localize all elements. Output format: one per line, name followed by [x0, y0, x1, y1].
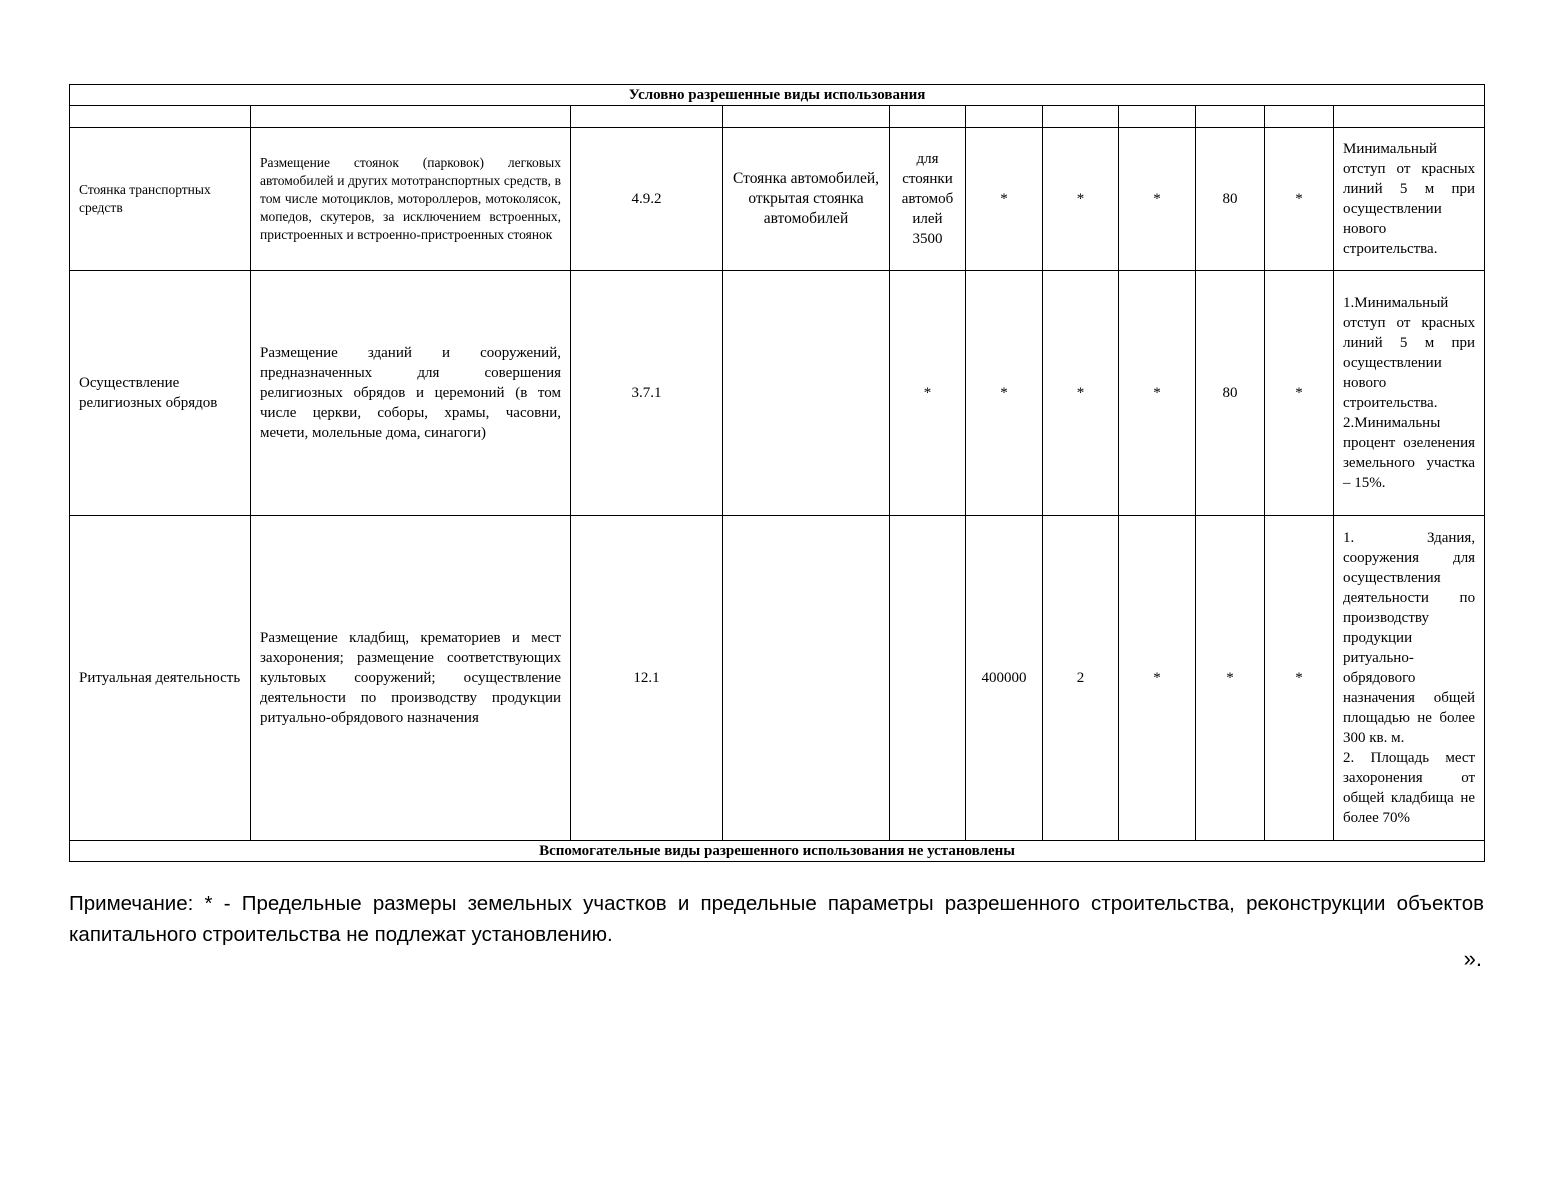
row-object-type: Стоянка автомобилей, открытая стоянка автомобилей	[723, 128, 890, 271]
row-setback: *	[1265, 516, 1334, 841]
footer-title: Вспомогательные виды разрешенного использования не установлены	[70, 841, 1485, 862]
section-title: Условно разрешенные виды использования	[70, 85, 1485, 106]
row-floors: 2	[1043, 516, 1119, 841]
row-coverage: *	[1196, 516, 1265, 841]
row-note	[1334, 516, 1485, 841]
footnote-text: Примечание: * - Предельные размеры земельных участков и предельные параметры разрешенного строительства, реконструкции объектов капитального строительства не подлежат установлению.	[69, 892, 1484, 946]
row-coverage: 80	[1196, 271, 1265, 516]
row-description: Размещение зданий и сооружений, предназначенных для совершения религиозных обрядов и церемоний (в том числе церкви, соборы, храмы, часовни, мечети, молельные дома, синагоги)	[251, 271, 571, 516]
row-code: 3.7.1	[571, 271, 723, 516]
row-height: *	[1119, 271, 1196, 516]
empty-header-row	[70, 106, 1485, 128]
row-note	[1334, 271, 1485, 516]
row-height: *	[1119, 128, 1196, 271]
closing-quote-mark: ».	[1463, 946, 1482, 971]
table-row	[70, 271, 1485, 516]
row-code: 12.1	[571, 516, 723, 841]
row-max-area: 400000	[966, 516, 1043, 841]
row-min-area	[890, 516, 966, 841]
row-code: 4.9.2	[571, 128, 723, 271]
row-setback: *	[1265, 271, 1334, 516]
table-row	[70, 128, 1485, 271]
row-name: Ритуальная деятельность	[70, 516, 251, 841]
row-note-text: 1.Минимальный отступ от красных линий 5 м при осуществлении нового строительства. 2.Минимальны процент озеленения земельного участка – 15%.	[1343, 295, 1476, 491]
row-note-text: 1. Здания, сооружения для осуществления деятельности по производству продукции ритуально-обрядового назначения общей площадью не более 300 кв. м. 2. Площадь мест захоронения от общей кладбища не более 70%	[1343, 530, 1476, 826]
row-name: Стоянка транспортных средств	[70, 128, 251, 271]
row-max-area: *	[966, 271, 1043, 516]
row-min-area: *	[890, 271, 966, 516]
row-floors: *	[1043, 128, 1119, 271]
row-height: *	[1119, 516, 1196, 841]
row-object-type	[723, 516, 890, 841]
row-note-text: Минимальный отступ от красных линий 5 м при осуществлении нового строительства.	[1343, 141, 1476, 257]
row-coverage: 80	[1196, 128, 1265, 271]
row-name: Осуществление религиозных обрядов	[70, 271, 251, 516]
zoning-table	[69, 84, 1485, 862]
row-max-area: *	[966, 128, 1043, 271]
row-min-area: для стоянки автомоб илей 3500	[890, 128, 966, 271]
table-row	[70, 516, 1485, 841]
row-description: Размещение стоянок (парковок) легковых автомобилей и других мототранспортных средств, в том числе мотоциклов, мотороллеров, мотоколясок, мопедов, скутеров, за исключением встроенных, пристроенных и встроенно-пристроенных стоянок	[251, 128, 571, 271]
row-floors: *	[1043, 271, 1119, 516]
row-setback: *	[1265, 128, 1334, 271]
row-description: Размещение кладбищ, крематориев и мест захоронения; размещение соответствующих культовых сооружений; осуществление деятельности по производству продукции ритуально-обрядового назначения	[251, 516, 571, 841]
row-note	[1334, 128, 1485, 271]
row-object-type	[723, 271, 890, 516]
